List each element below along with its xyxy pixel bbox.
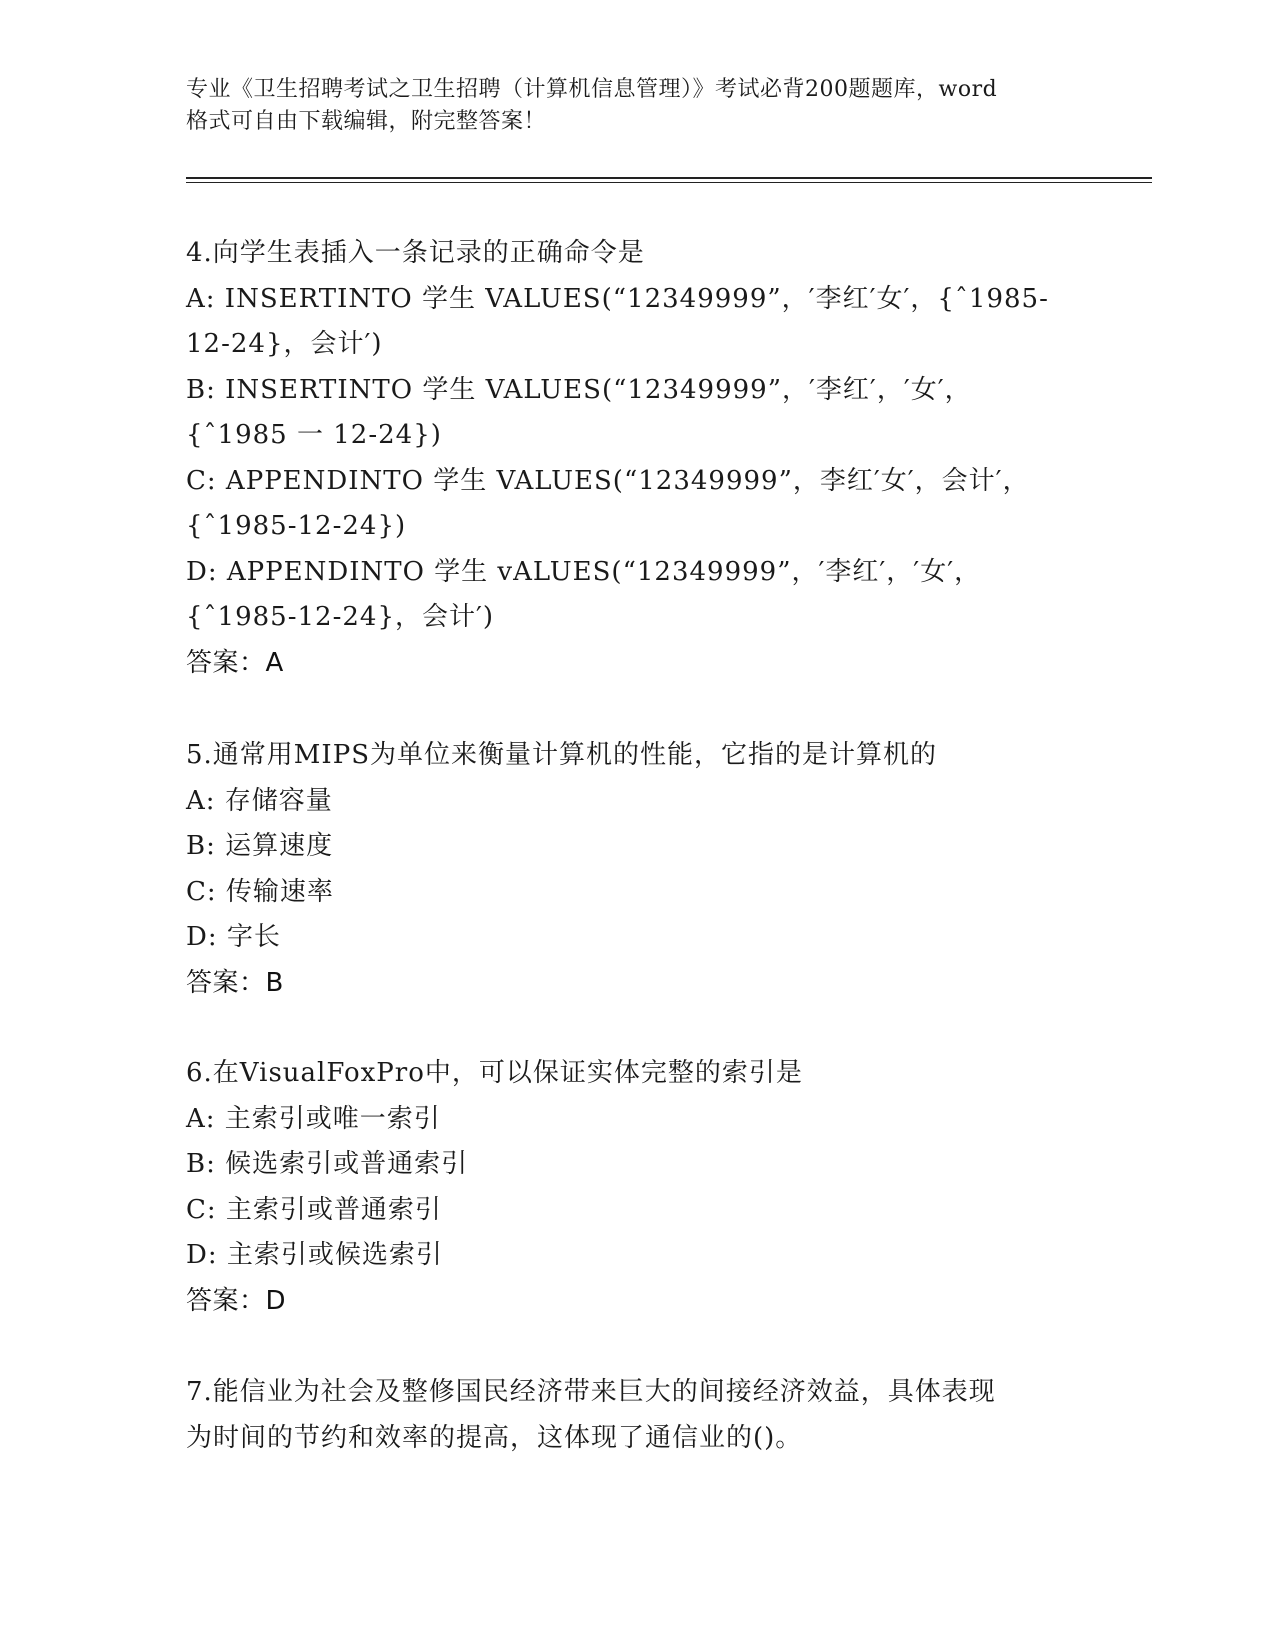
question-stem: 4.向学生表插入一条记录的正确命令是 [186, 238, 645, 268]
option-c: C: 传输速率 [186, 876, 334, 907]
option-b-line-2: {ˆ1985 一 12-24}) [186, 420, 442, 450]
header-line-2: 格式可自由下载编辑，附完整答案！ [186, 109, 547, 134]
option-c: C: 主索引或普通索引 [186, 1194, 442, 1225]
question-stem: 5.通常用MIPS为单位来衡量计算机的性能，它指的是计算机的 [186, 740, 938, 770]
answer: 答案：B [186, 967, 284, 998]
header-line-1: 专业《卫生招聘考试之卫生招聘（计算机信息管理）》考试必背200题题库，word [186, 77, 998, 102]
question-stem: 6.在VisualFoxPro中，可以保证实体完整的索引是 [186, 1058, 803, 1088]
option-a-line-2: 12-24}，会计′) [186, 329, 383, 359]
question-7 [186, 1370, 1086, 1461]
option-d-line-1: D: APPENDINTO 学生 vALUES(“12349999”，′李红′，′女′， [186, 556, 982, 587]
option-d-line-2: {ˆ1985-12-24}，会计′) [186, 602, 495, 632]
option-d: D: 主索引或候选索引 [186, 1240, 443, 1270]
option-c-line-2: {ˆ1985-12-24}) [186, 511, 407, 541]
option-b-line-1: B: INSERTINTO 学生 VALUES(“12349999”，′李红′，′女′， [186, 374, 972, 405]
answer: 答案：D [186, 1285, 287, 1316]
header-divider-thick [186, 177, 1152, 179]
question-5 [186, 733, 1086, 1006]
option-a: A: 主索引或唯一索引 [186, 1103, 441, 1134]
option-c-line-1: C: APPENDINTO 学生 VALUES(“12349999”，李红′女′，会计′， [186, 465, 1030, 496]
question-stem-line-2: 为时间的节约和效率的提高，这体现了通信业的()。 [186, 1422, 803, 1453]
option-b: B: 运算速度 [186, 831, 334, 861]
question-6 [186, 1051, 1086, 1324]
question-stem-line-1: 7.能信业为社会及整修国民经济带来巨大的间接经济效益，具体表现 [186, 1377, 996, 1407]
document-header [186, 74, 1096, 138]
question-4 [186, 231, 1086, 686]
option-a: A: 存储容量 [186, 785, 333, 816]
option-d: D: 字长 [186, 922, 281, 952]
option-b: B: 候选索引或普通索引 [186, 1149, 469, 1179]
answer: 答案：A [186, 647, 284, 678]
header-divider-thin [186, 182, 1152, 183]
option-a-line-1: A: INSERTINTO 学生 VALUES(“12349999”，′李红′女′，{ˆ1985- [186, 283, 1049, 314]
